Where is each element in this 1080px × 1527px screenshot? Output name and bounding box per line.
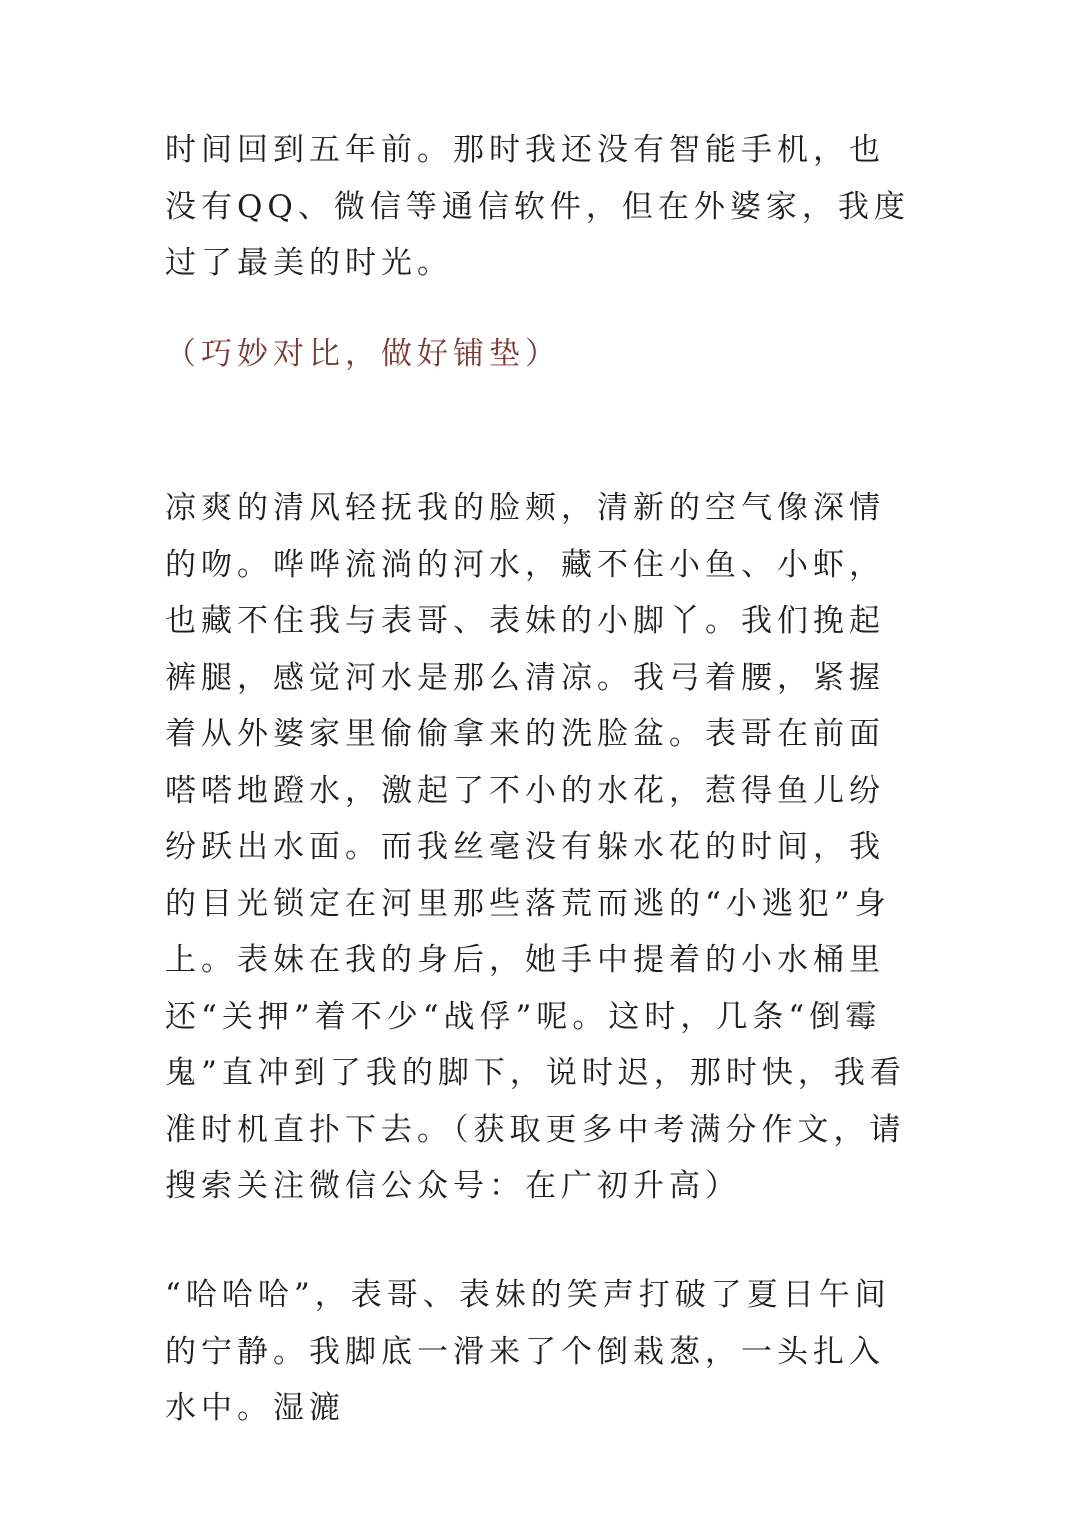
annotation-comment: （巧妙对比，做好铺垫） bbox=[165, 336, 561, 372]
paragraph-laughter: “哈哈哈”，表哥、表妹的笑声打破了夏日午间的宁静。我脚底一滑来了个倒栽葱，一头扎入水中。湿漉 bbox=[165, 1277, 891, 1426]
paragraph-river-fishing: 凉爽的清风轻抚我的脸颊，清新的空气像深情的吻。哗哗流淌的河水，藏不住小鱼、小虾，也藏不住我与表哥、表妹的小脚丫。我们挽起裤腿，感觉河水是那么清凉。我弓着腰，紧握着从外婆家里偷偷拿来的洗脸盆。表哥在前面嗒嗒地蹬水，激起了不小的水花，惹得鱼儿纷纷跃出水面。而我丝毫没有躲水花的时间，我的目光锁定在河里那些落荒而逃的“小逃犯”身上。表妹在我的身后，她手中提着的小水桶里还“关押”着不少“战俘”呢。这时，几条“倒霉鬼”直冲到了我的脚下，说时迟，那时快，我看准时机直扑下去。（获取更多中考满分作文，请搜索关注微信公众号：在广初升高） bbox=[165, 490, 906, 1204]
paragraph-intro: 时间回到五年前。那时我还没有智能手机，也没有QQ、微信等通信软件，但在外婆家，我度过了最美的时光。 bbox=[165, 132, 910, 281]
